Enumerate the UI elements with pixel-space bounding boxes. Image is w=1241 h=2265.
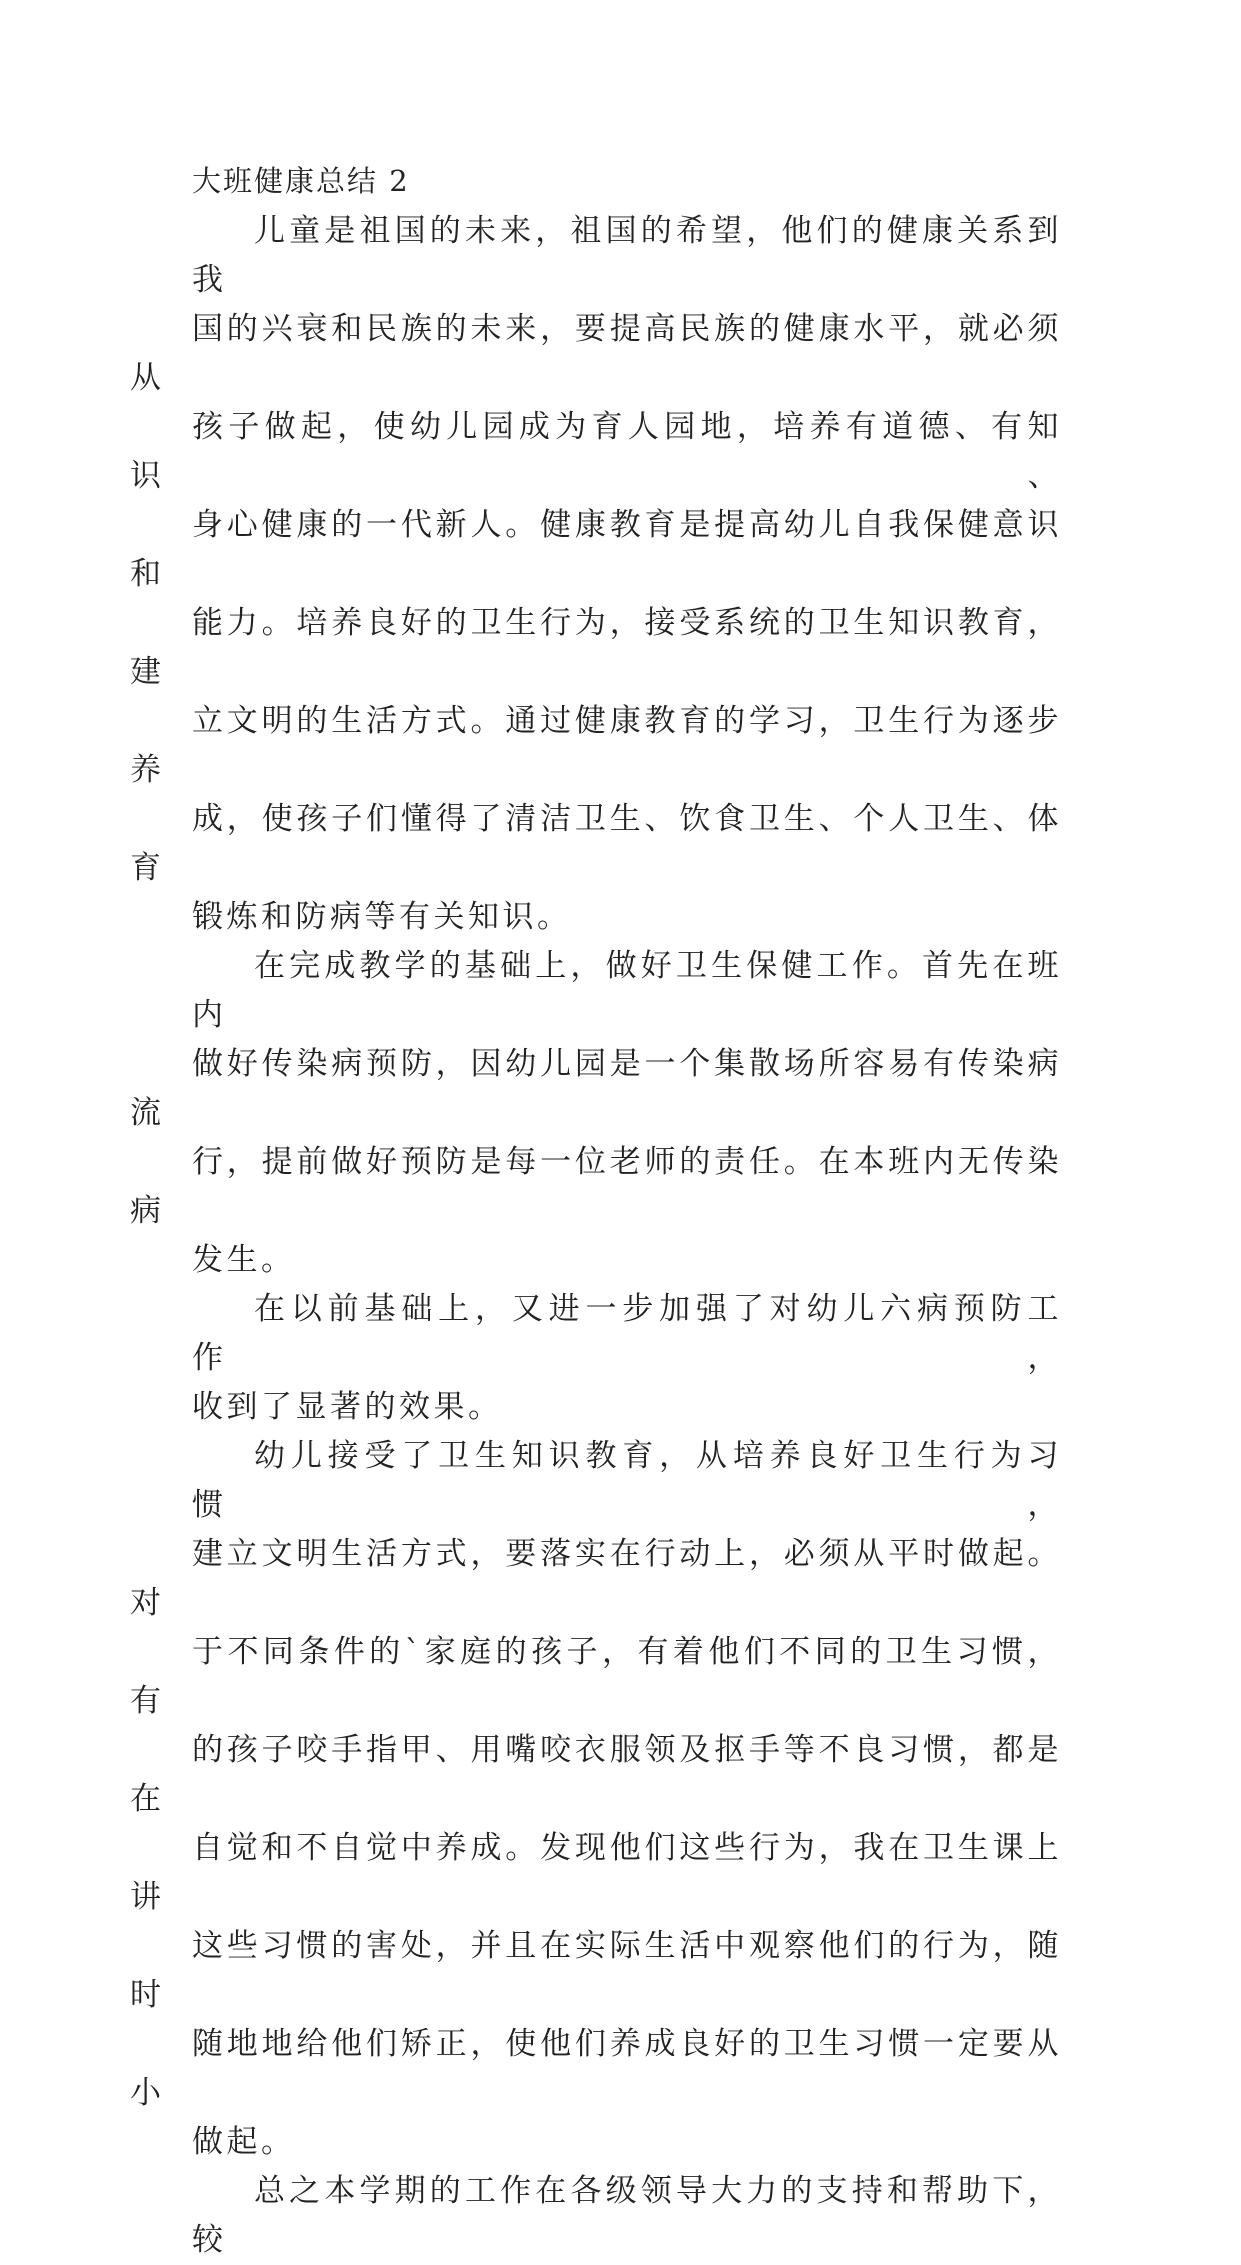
text-line: 国的兴衰和民族的未来，要提高民族的健康水平，就必须从 bbox=[130, 311, 1062, 396]
paragraph-2 bbox=[130, 942, 1062, 1285]
text-line: 能力。培养良好的卫生行为，接受系统的卫生知识教育，建 bbox=[130, 605, 1062, 690]
text-line: 行，提前做好预防是每一位老师的责任。在本班内无传染病 bbox=[130, 1144, 1062, 1229]
text-line: 在以前基础上，又进一步加强了对幼儿六病预防工作， bbox=[192, 1291, 1062, 1376]
text-line: 的孩子咬手指甲、用嘴咬衣服领及抠手等不良习惯，都是在 bbox=[130, 1732, 1062, 1817]
text-line: 孩子做起，使幼儿园成为育人园地，培养有道德、有知识、 bbox=[130, 409, 1062, 494]
paragraph-3 bbox=[192, 1285, 1062, 1432]
text-line: 自觉和不自觉中养成。发现他们这些行为，我在卫生课上讲 bbox=[130, 1830, 1062, 1915]
text-line: 做好传染病预防，因幼儿园是一个集散场所容易有传染病流 bbox=[130, 1046, 1062, 1131]
text-line: 儿童是祖国的未来，祖国的希望，他们的健康关系到我 bbox=[192, 213, 1062, 298]
text-line: 锻炼和防病等有关知识。 bbox=[192, 899, 572, 935]
paragraph-4 bbox=[130, 1432, 1062, 2167]
text-line: 随地地给他们矫正，使他们养成良好的卫生习惯一定要从小 bbox=[130, 2026, 1062, 2111]
text-line: 发生。 bbox=[192, 1242, 296, 1278]
text-line: 立文明的生活方式。通过健康教育的学习，卫生行为逐步养 bbox=[130, 703, 1062, 788]
text-line: 这些习惯的害处，并且在实际生活中观察他们的行为，随时 bbox=[130, 1928, 1062, 2013]
text-line: 总之本学期的工作在各级领导大力的支持和帮助下，较 bbox=[192, 2173, 1062, 2258]
text-line: 幼儿接受了卫生知识教育，从培养良好卫生行为习惯， bbox=[192, 1438, 1062, 1523]
paragraph-5 bbox=[192, 2167, 1062, 2265]
text-line: 建立文明生活方式，要落实在行动上，必须从平时做起。对 bbox=[130, 1536, 1062, 1621]
text-line: 于不同条件的`家庭的孩子，有着他们不同的卫生习惯，有 bbox=[130, 1634, 1062, 1719]
text-line: 在完成教学的基础上，做好卫生保健工作。首先在班内 bbox=[192, 948, 1062, 1033]
text-line: 做起。 bbox=[192, 2124, 296, 2160]
paragraph-1 bbox=[130, 207, 1062, 942]
document-title: 大班健康总结 2 bbox=[192, 164, 410, 198]
text-line: 成，使孩子们懂得了清洁卫生、饮食卫生、个人卫生、体育 bbox=[130, 801, 1062, 886]
document-body bbox=[130, 155, 1062, 2265]
text-line: 收到了显著的效果。 bbox=[192, 1389, 503, 1425]
text-line: 身心健康的一代新人。健康教育是提高幼儿自我保健意识和 bbox=[130, 507, 1062, 592]
